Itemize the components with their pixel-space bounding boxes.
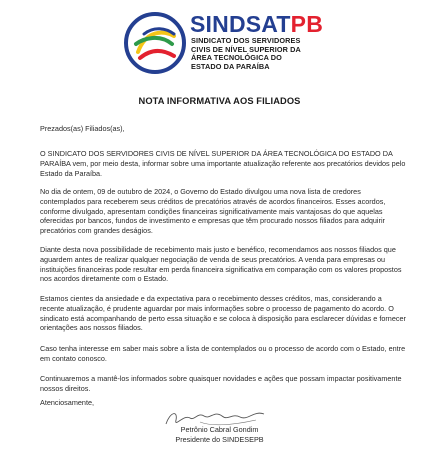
brand-subtitle-line: SINDICATO DOS SERVIDORES: [191, 36, 301, 45]
brand-subtitle: [191, 37, 331, 71]
brand-subtitle-line: CIVIS DE NÍVEL SUPERIOR DA: [191, 44, 301, 54]
salutation: Prezados(as) Filiados(as),: [40, 124, 125, 133]
brand-suffix: PB: [290, 11, 324, 37]
paragraph-updates: Continuaremos a mantê-los informados sobre quaisquer novidades e ações que possam impactar positivamente nossos direitos.: [40, 374, 402, 393]
paragraph-announcement: No dia de ontem, 09 de outubro de 2024, o Governo do Estado divulgou uma nova lista de credores contemplados para receberem seus créditos de precatórios através de acordos financeiros. Esses acordos, conforme divulgado, apresentam condições financeiras significativamente mais vantajosas do que aquelas oferecidas por bancos, fundos de investimento e empresas que têm procurado nossos filiados para adquirir precatórios com grandes deságios.: [40, 187, 386, 236]
sindicate-logo-icon: [124, 12, 186, 74]
signer-role: Presidente do SINDESEPB: [175, 435, 264, 444]
closing: Atenciosamente,: [40, 398, 95, 407]
paragraph-expectation: Estamos cientes da ansiedade e da expectativa para o recebimento desses créditos, mas, considerando a recente atualização, é prudente aguardar por mais informações sobre o processo de pagamento do acordo. O sindicato está acompanhando de perto essa situação e se coloca à disposição para esclarecer dúvidas e fornecer orientações aos nossos filiados.: [40, 294, 406, 333]
signer-name: Petrônio Cabral Gondim: [180, 425, 259, 434]
paragraph-recommendation: Diante desta nova possibilidade de recebimento mais justo e benéfico, recomendamos aos nossos filiados que aguardem antes de realizar qualquer negociação de venda de seus precatórios. A venda para empresas ou instituições financeiras pode resultar em perda financeira significativa em comparação com os valores propostos nos acordos diretamente com o Estado.: [40, 245, 402, 284]
brand-subtitle-line: ESTADO DA PARAÍBA: [191, 61, 270, 71]
brand-name: [190, 12, 323, 36]
paragraph-contact: Caso tenha interesse em saber mais sobre a lista de contemplados ou o processo de acordo com o Estado, entre em contato conosco.: [40, 344, 406, 363]
document-title: NOTA INFORMATIVA AOS FILIADOS: [138, 96, 301, 106]
brand-subtitle-line: ÁREA TECNOLÓGICA DO: [191, 53, 282, 63]
brand-main: SINDSAT: [190, 11, 291, 37]
paragraph-intro: O SINDICATO DOS SERVIDORES CIVIS DE NÍVEL SUPERIOR DA ÁREA TECNOLÓGICA DO ESTADO DA PARAÍBA vem, por meio desta, informar sobre uma importante atualização referente aos precatórios devidos pelo Estado da Paraíba.: [40, 149, 406, 178]
